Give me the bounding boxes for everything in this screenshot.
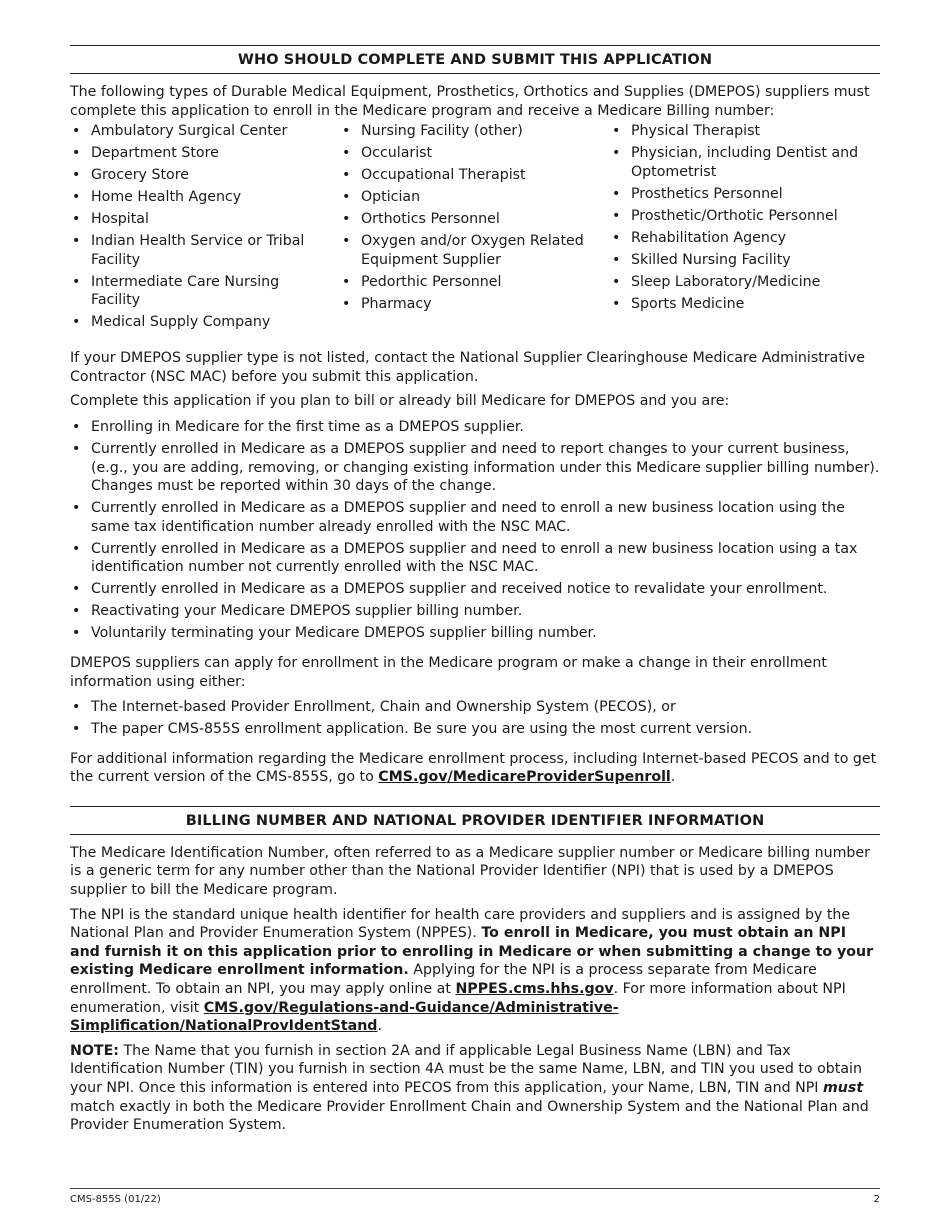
page-number: 2 xyxy=(873,1194,880,1205)
supplier-types-column-1 xyxy=(70,122,340,335)
supplier-type-item: • Pharmacy xyxy=(340,295,610,314)
note-label: NOTE: xyxy=(70,1042,119,1059)
nppes-link[interactable]: NPPES.cms.hhs.gov xyxy=(455,981,614,998)
supplier-type-item: • Hospital xyxy=(70,210,340,229)
intro-paragraph: The following types of Durable Medical Equipment, Prosthetics, Orthotics and Supplies (DMEPOS) suppliers must complete this application to enroll in the Medicare program and receive a Medicare Billing number: xyxy=(70,84,870,119)
apply-intro-paragraph: DMEPOS suppliers can apply for enrollment in the Medicare program or make a change in their enrollment information using either: xyxy=(70,654,827,690)
supplier-type-item: • Prosthetic/Orthotic Personnel xyxy=(610,207,880,226)
apply-methods-list xyxy=(70,698,880,739)
additional-info-paragraph: For additional information regarding the Medicare enrollment process, including Internet-based PECOS and to get the current version of the CMS-855S, go to CMS.gov/MedicareProviderSupenroll. xyxy=(70,750,877,786)
supplier-type-item: • Optician xyxy=(340,188,610,207)
supplier-type-item: • Home Health Agency xyxy=(70,188,340,207)
enrollment-reason-item: • Currently enrolled in Medicare as a DMEPOS supplier and need to report changes to your current business, (e.g., you are adding, removing, or changing existing information under this Medicare supplier billing number). Changes must be reported within 30 days of the change. xyxy=(70,440,880,496)
complete-intro-paragraph: Complete this application if you plan to bill or already bill Medicare for DMEPOS and you are: xyxy=(70,393,730,410)
supplier-type-item: • Rehabilitation Agency xyxy=(610,229,880,248)
page-footer xyxy=(70,1188,880,1205)
enrollment-reason-item: • Voluntarily terminating your Medicare DMEPOS supplier billing number. xyxy=(70,624,880,643)
supplier-type-item: • Prosthetics Personnel xyxy=(610,185,880,204)
supplier-type-item: • Physician, including Dentist and Optometrist xyxy=(610,144,880,181)
not-listed-paragraph: If your DMEPOS supplier type is not listed, contact the National Supplier Clearinghouse Medicare Administrative Contractor (NSC MAC) before you submit this application. xyxy=(70,350,865,385)
enrollment-reason-item: • Enrolling in Medicare for the first time as a DMEPOS supplier. xyxy=(70,418,880,437)
npi-standard-link[interactable]: CMS.gov/Regulations-and-Guidance/Administrative-Simplification/NationalProvIdentStand xyxy=(70,999,619,1035)
supplier-types-column-2 xyxy=(340,122,610,335)
supplier-types-column-3 xyxy=(610,122,880,335)
npi-paragraph: The NPI is the standard unique health identifier for health care providers and suppliers and is assigned by the National Plan and Provider Enumeration System (NPPES). To enroll in Medicare, you must obtain an NPI and furnish it on this application prior to enrolling in Medicare or when submitting a change to your existing Medicare enrollment information. Applying for the NPI is a process separate from Medicare enrollment. To obtain an NPI, you may apply online at NPPES.cms.hhs.gov. For more information about NPI enumeration, visit CMS.gov/Regulations-and-Guidance/Administrative-Simplification/NationalProvIdentStand. xyxy=(70,906,874,1035)
supplier-type-item: • Physical Therapist xyxy=(610,122,880,141)
supplier-type-item: • Medical Supply Company xyxy=(70,313,340,332)
supplier-type-item: • Ambulatory Surgical Center xyxy=(70,122,340,141)
enrollment-reason-item: • Currently enrolled in Medicare as a DMEPOS supplier and received notice to revalidate your enrollment. xyxy=(70,580,880,599)
apply-method-item: • The paper CMS-855S enrollment application. Be sure you are using the most current version. xyxy=(70,720,880,739)
supplier-type-item: • Nursing Facility (other) xyxy=(340,122,610,141)
supplier-type-item: • Intermediate Care Nursing Facility xyxy=(70,273,340,310)
supplier-type-item: • Sleep Laboratory/Medicine xyxy=(610,273,880,292)
enrollment-reason-item: • Reactivating your Medicare DMEPOS supplier billing number. xyxy=(70,602,880,621)
supplier-types-list xyxy=(70,122,880,335)
document-page xyxy=(70,45,880,1135)
supplier-type-item: • Sports Medicine xyxy=(610,295,880,314)
supplier-type-item: • Grocery Store xyxy=(70,166,340,185)
form-id: CMS-855S (01/22) xyxy=(70,1194,161,1205)
medicare-provider-supenroll-link[interactable]: CMS.gov/MedicareProviderSupenroll xyxy=(378,769,671,786)
supplier-type-item: • Occularist xyxy=(340,144,610,163)
enrollment-reasons-list xyxy=(70,418,880,643)
supplier-type-item: • Indian Health Service or Tribal Facility xyxy=(70,232,340,269)
section-title-billing-number: BILLING NUMBER AND NATIONAL PROVIDER IDENTIFIER INFORMATION xyxy=(70,806,880,835)
enrollment-reason-item: • Currently enrolled in Medicare as a DMEPOS supplier and need to enroll a new business location using a tax identification number not currently enrolled with the NSC MAC. xyxy=(70,540,880,577)
supplier-type-item: • Oxygen and/or Oxygen Related Equipment Supplier xyxy=(340,232,610,269)
medicare-id-paragraph: The Medicare Identification Number, often referred to as a Medicare supplier number or Medicare billing number is a generic term for any number other than the National Provider Identifier (NPI) that is used by a DMEPOS supplier to bill the Medicare program. xyxy=(70,844,870,899)
enrollment-reason-item: • Currently enrolled in Medicare as a DMEPOS supplier and need to enroll a new business location using the same tax identification number already enrolled with the NSC MAC. xyxy=(70,499,880,536)
supplier-type-item: • Orthotics Personnel xyxy=(340,210,610,229)
supplier-type-item: • Skilled Nursing Facility xyxy=(610,251,880,270)
supplier-type-item: • Occupational Therapist xyxy=(340,166,610,185)
note-paragraph: NOTE: The Name that you furnish in section 2A and if applicable Legal Business Name (LBN) and Tax Identification Number (TIN) you furnish in section 4A must be the same Name, LBN, and TIN you used to obtain your NPI. Once this information is entered into PECOS from this application, your Name, LBN, TIN and NPI must match exactly in both the Medicare Provider Enrollment Chain and Ownership System and the National Plan and Provider Enumeration System. xyxy=(70,1042,869,1134)
section-title-who-should-complete: WHO SHOULD COMPLETE AND SUBMIT THIS APPLICATION xyxy=(70,45,880,74)
supplier-type-item: • Pedorthic Personnel xyxy=(340,273,610,292)
apply-method-item: • The Internet-based Provider Enrollment, Chain and Ownership System (PECOS), or xyxy=(70,698,880,717)
supplier-type-item: • Department Store xyxy=(70,144,340,163)
